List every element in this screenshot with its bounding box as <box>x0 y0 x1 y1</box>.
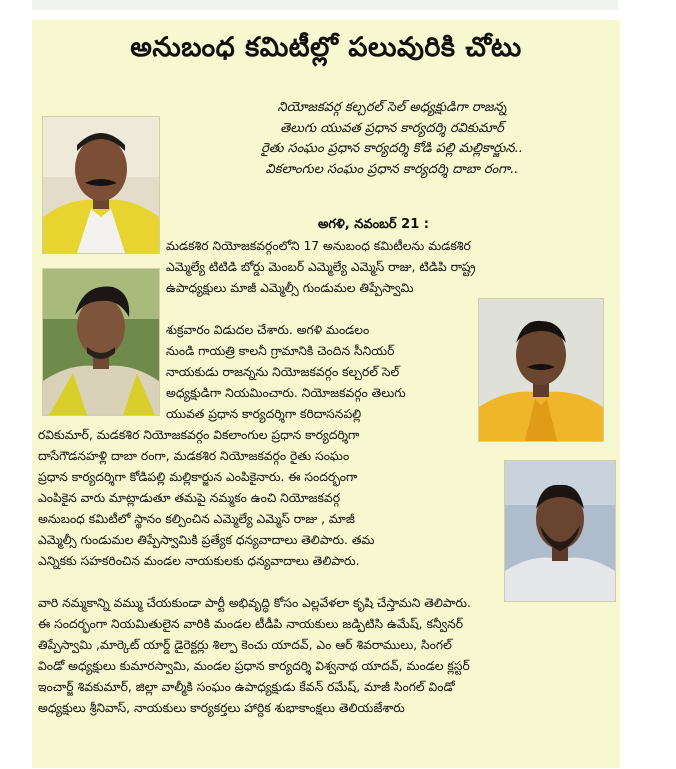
subheadings <box>172 98 612 180</box>
body-text-lower <box>38 425 500 572</box>
subheading: వికలాంగుల సంఘం ప్రధాన కార్యదర్శి దాబా రంగా.. <box>265 161 519 177</box>
text-line: వారి నమ్మకాన్ని వమ్ము చేయకుండా పార్టీ అభివృద్ధి కోసం ఎల్లవేళలా కృషి చేస్తామని తెలిపారు. <box>38 596 471 610</box>
photo-rajanna <box>42 116 160 254</box>
text-line: నాయకుడు రాజన్నను నియోజకవర్గం కల్చరల్ సెల్ <box>166 365 400 379</box>
text-line: దాసేగౌడనహళ్లి దాబా రంగా, మడకశిర నియోజకవర్గం రైతు సంఘం <box>38 449 350 463</box>
text-line: ఎన్నికకు సహకరించిన మండల నాయకులకు ధన్యవాదాలు తెలిపారు. <box>38 554 360 568</box>
photo-daba-ranga <box>504 460 616 602</box>
text-line: ఉపాధ్యక్షులు మాజీ ఎమ్మెల్సీ గుండుమల తిప్పేస్వామి <box>166 281 414 295</box>
top-strip <box>32 0 618 10</box>
text-line: అనుబంధ కమిటీలో స్థానం కల్పించిన ఎమ్మెల్యే ఎమ్మెస్ రాజు , మాజీ <box>38 512 355 526</box>
dateline: అగళి, నవంబర్ 21 : <box>318 217 429 232</box>
headline: అనుబంధ కమిటీల్లో పలువురికి చోటు <box>130 32 522 63</box>
text-line: తిప్పేస్వామి ,మార్కెట్ యార్డ్ డైరెక్టర్లు శిల్పా కెంచు యాదవ్, ఎం ఆర్ శివరాములు, సింగల్ <box>38 638 452 652</box>
subheading: తెలుగు యువత ప్రధాన కార్యదర్శి రవికుమార్ <box>280 120 504 136</box>
text-line: అధ్యక్షులు శ్రీనివాస్, నాయకులు కార్యకర్తలు హార్దిక శుభాకాంక్షలు తెలియజేశారు <box>38 701 405 715</box>
photo-ravikumar <box>42 268 160 416</box>
text-line: రవికుమార్, మడకశిర నియోజకవర్గం వికలాంగుల ప్రధాన కార్యదర్శిగా <box>38 428 360 442</box>
text-line: శుక్రవారం విడుదల చేశారు. అగళి మండలం <box>166 323 370 337</box>
text-line: అధ్యక్షుడిగా నియమించారు. నియోజకవర్గం తెలుగు <box>166 386 406 400</box>
news-clipping <box>32 20 620 768</box>
text-line: ఎమ్మెల్యే టిటిడి బోర్డు మెంబర్ ఎమ్మెల్యే ఎమ్మెస్ రాజు, టిడిపి రాష్ట్ర <box>166 260 476 274</box>
text-line: ఈ సందర్భంగా నియమితులైన వారికి మండల టీడీపి నాయకులు జడ్పిటిసి ఉమేష్, కన్వీనర్ <box>38 617 464 631</box>
subheading: రైతు సంఘం ప్రధాన కార్యదర్శి కోడి పల్లి మల్లికార్జున.. <box>261 141 523 156</box>
text-line: యువత ప్రధాన కార్యదర్శిగా కరిదాసనపల్లి <box>166 407 362 421</box>
text-line: ఇంచార్జ్ శివకుమార్, జిల్లా వాల్మీకి సంఘం ఉపాధ్యక్షుడు కేవన్ రమేష్, మాజీ సింగల్ విండో <box>38 680 455 694</box>
text-line: విండో అధ్యక్షులు కుమారస్వామి, మండల ప్రధాన కార్యదర్శి విశ్వనాథ యాదవ్, మండల క్లస్టర్ <box>38 659 470 673</box>
subheading: నియోజకవర్గ కల్చరల్ సెల్ అధ్యక్షుడిగా రాజన్న <box>277 100 507 115</box>
text-line: ఎంపికైన వారు మాట్లాడుతూ తమపై నమ్మకం ఉంచి నియోజకవర్గ <box>38 491 341 505</box>
text-line: నుండి గాయత్రి కాలనీ గ్రామానికి చెందిన సీనియర్ <box>166 344 395 358</box>
body-text-top <box>166 236 610 299</box>
body-text-full <box>38 593 614 719</box>
text-line: మడకశిర నియోజకవర్గంలోని 17 అనుబంధ కమిటీలను మడకశిర <box>166 239 471 253</box>
text-line: ఎమ్మెల్సీ గుండుమల తిప్పేస్వామికి ప్రత్యేక ధన్యవాదాలు తెలిపారు. తమ <box>38 533 375 547</box>
body-text-middle <box>166 320 466 425</box>
photo-malli-karjuna <box>478 298 604 442</box>
text-line: ప్రధాన కార్యదర్శిగా కోడిపల్లి మల్లికార్జున ఎంపికైనారు. ఈ సందర్భంగా <box>38 470 358 484</box>
